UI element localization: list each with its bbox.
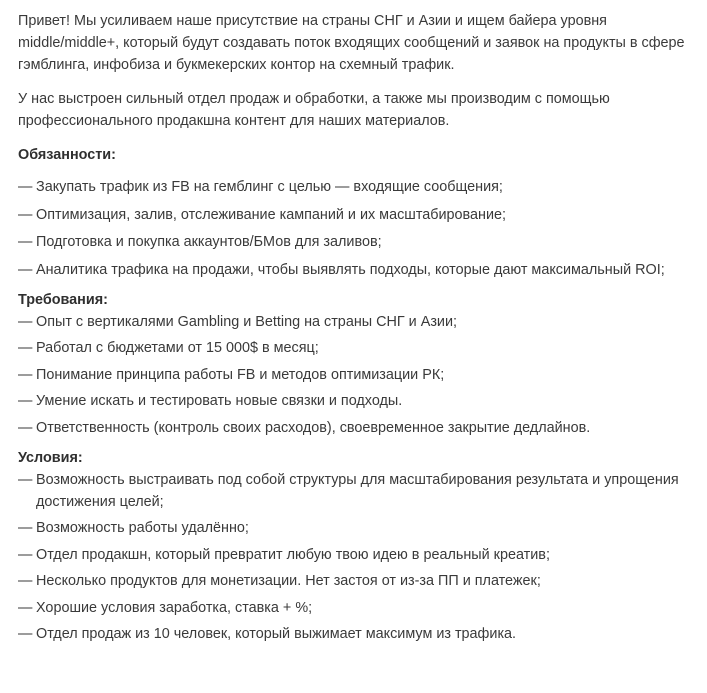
dash-marker: —	[18, 546, 33, 563]
list-item	[18, 417, 695, 439]
list-item	[18, 259, 695, 281]
list-item	[18, 311, 695, 333]
list-item-text: Подготовка и покупка аккаунтов/БМов для заливов;	[36, 234, 382, 250]
list-item-text: Ответственность (контроль своих расходов), своевременное закрытие дедлайнов.	[36, 419, 591, 436]
list-item-text: Отдел продаж из 10 человек, который выжимает максимум из трафика.	[36, 626, 517, 642]
list-item	[18, 364, 695, 386]
list-item-text: Опыт с вертикалями Gambling и Betting на страны СНГ и Азии;	[36, 313, 457, 330]
dash-marker: —	[18, 599, 33, 616]
dash-marker: —	[18, 626, 33, 642]
list-item	[18, 231, 695, 253]
dash-marker: —	[18, 573, 33, 589]
list-item	[18, 469, 695, 513]
list-item-text: Умение искать и тестировать новые связки и подходы.	[36, 393, 403, 409]
list-item	[18, 390, 695, 412]
list-item-text: Закупать трафик из FB на гемблинг с целью — входящие сообщения;	[36, 179, 503, 195]
list-item-text: Отдел продакшн, который превратит любую твою идею в реальный креатив;	[36, 546, 550, 563]
list-item-text: Возможность выстраивать под собой структуры для масштабирования результата и упрощения достижения целей;	[36, 471, 679, 510]
conditions-list	[18, 469, 695, 646]
list-item	[18, 597, 695, 619]
list-item-text: Понимание принципа работы FB и методов оптимизации РК;	[36, 366, 445, 383]
list-item	[18, 176, 695, 198]
duties-list	[18, 176, 695, 281]
dash-marker: —	[18, 179, 33, 195]
list-item	[18, 517, 695, 539]
list-item-text: Работал с бюджетами от 15 000$ в месяц;	[36, 340, 319, 356]
dash-marker: —	[18, 419, 33, 436]
requirements-heading: Требования:	[18, 291, 108, 308]
list-item	[18, 544, 695, 566]
dash-marker: —	[18, 366, 33, 383]
list-item-text: Оптимизация, залив, отслеживание кампаний и их масштабирование;	[36, 206, 507, 223]
dash-marker: —	[18, 340, 33, 356]
requirements-list	[18, 311, 695, 439]
intro-paragraph: Привет! Мы усиливаем наше присутствие на страны СНГ и Азии и ищем байера уровня middle/middle+, который будут создавать поток входящих сообщений и заявок на продукты в сфере гэмблинга, инфобиза и букмекерских контор на схемный трафик.	[18, 13, 685, 73]
list-item-text: Возможность работы удалённо;	[36, 520, 249, 536]
conditions-heading: Условия:	[18, 449, 83, 466]
list-item	[18, 204, 695, 226]
list-item-text: Хорошие условия заработка, ставка + %;	[36, 599, 313, 616]
dash-marker: —	[18, 234, 33, 250]
duties-heading: Обязанности:	[18, 147, 116, 163]
company-paragraph: У нас выстроен сильный отдел продаж и обработки, а также мы производим с помощью профессионального продакшна контент для наших материалов.	[18, 91, 610, 129]
list-item	[18, 570, 695, 592]
dash-marker: —	[18, 393, 33, 409]
dash-marker: —	[18, 313, 33, 330]
list-item-text: Несколько продуктов для монетизации. Нет застоя от из-за ПП и платежек;	[36, 573, 541, 589]
list-item	[18, 623, 695, 645]
dash-marker: —	[18, 206, 33, 223]
dash-marker: —	[18, 261, 33, 278]
list-item-text: Аналитика трафика на продажи, чтобы выявлять подходы, которые дают максимальный ROI;	[36, 261, 665, 278]
dash-marker: —	[18, 520, 33, 536]
list-item	[18, 337, 695, 359]
dash-marker: —	[18, 471, 33, 488]
